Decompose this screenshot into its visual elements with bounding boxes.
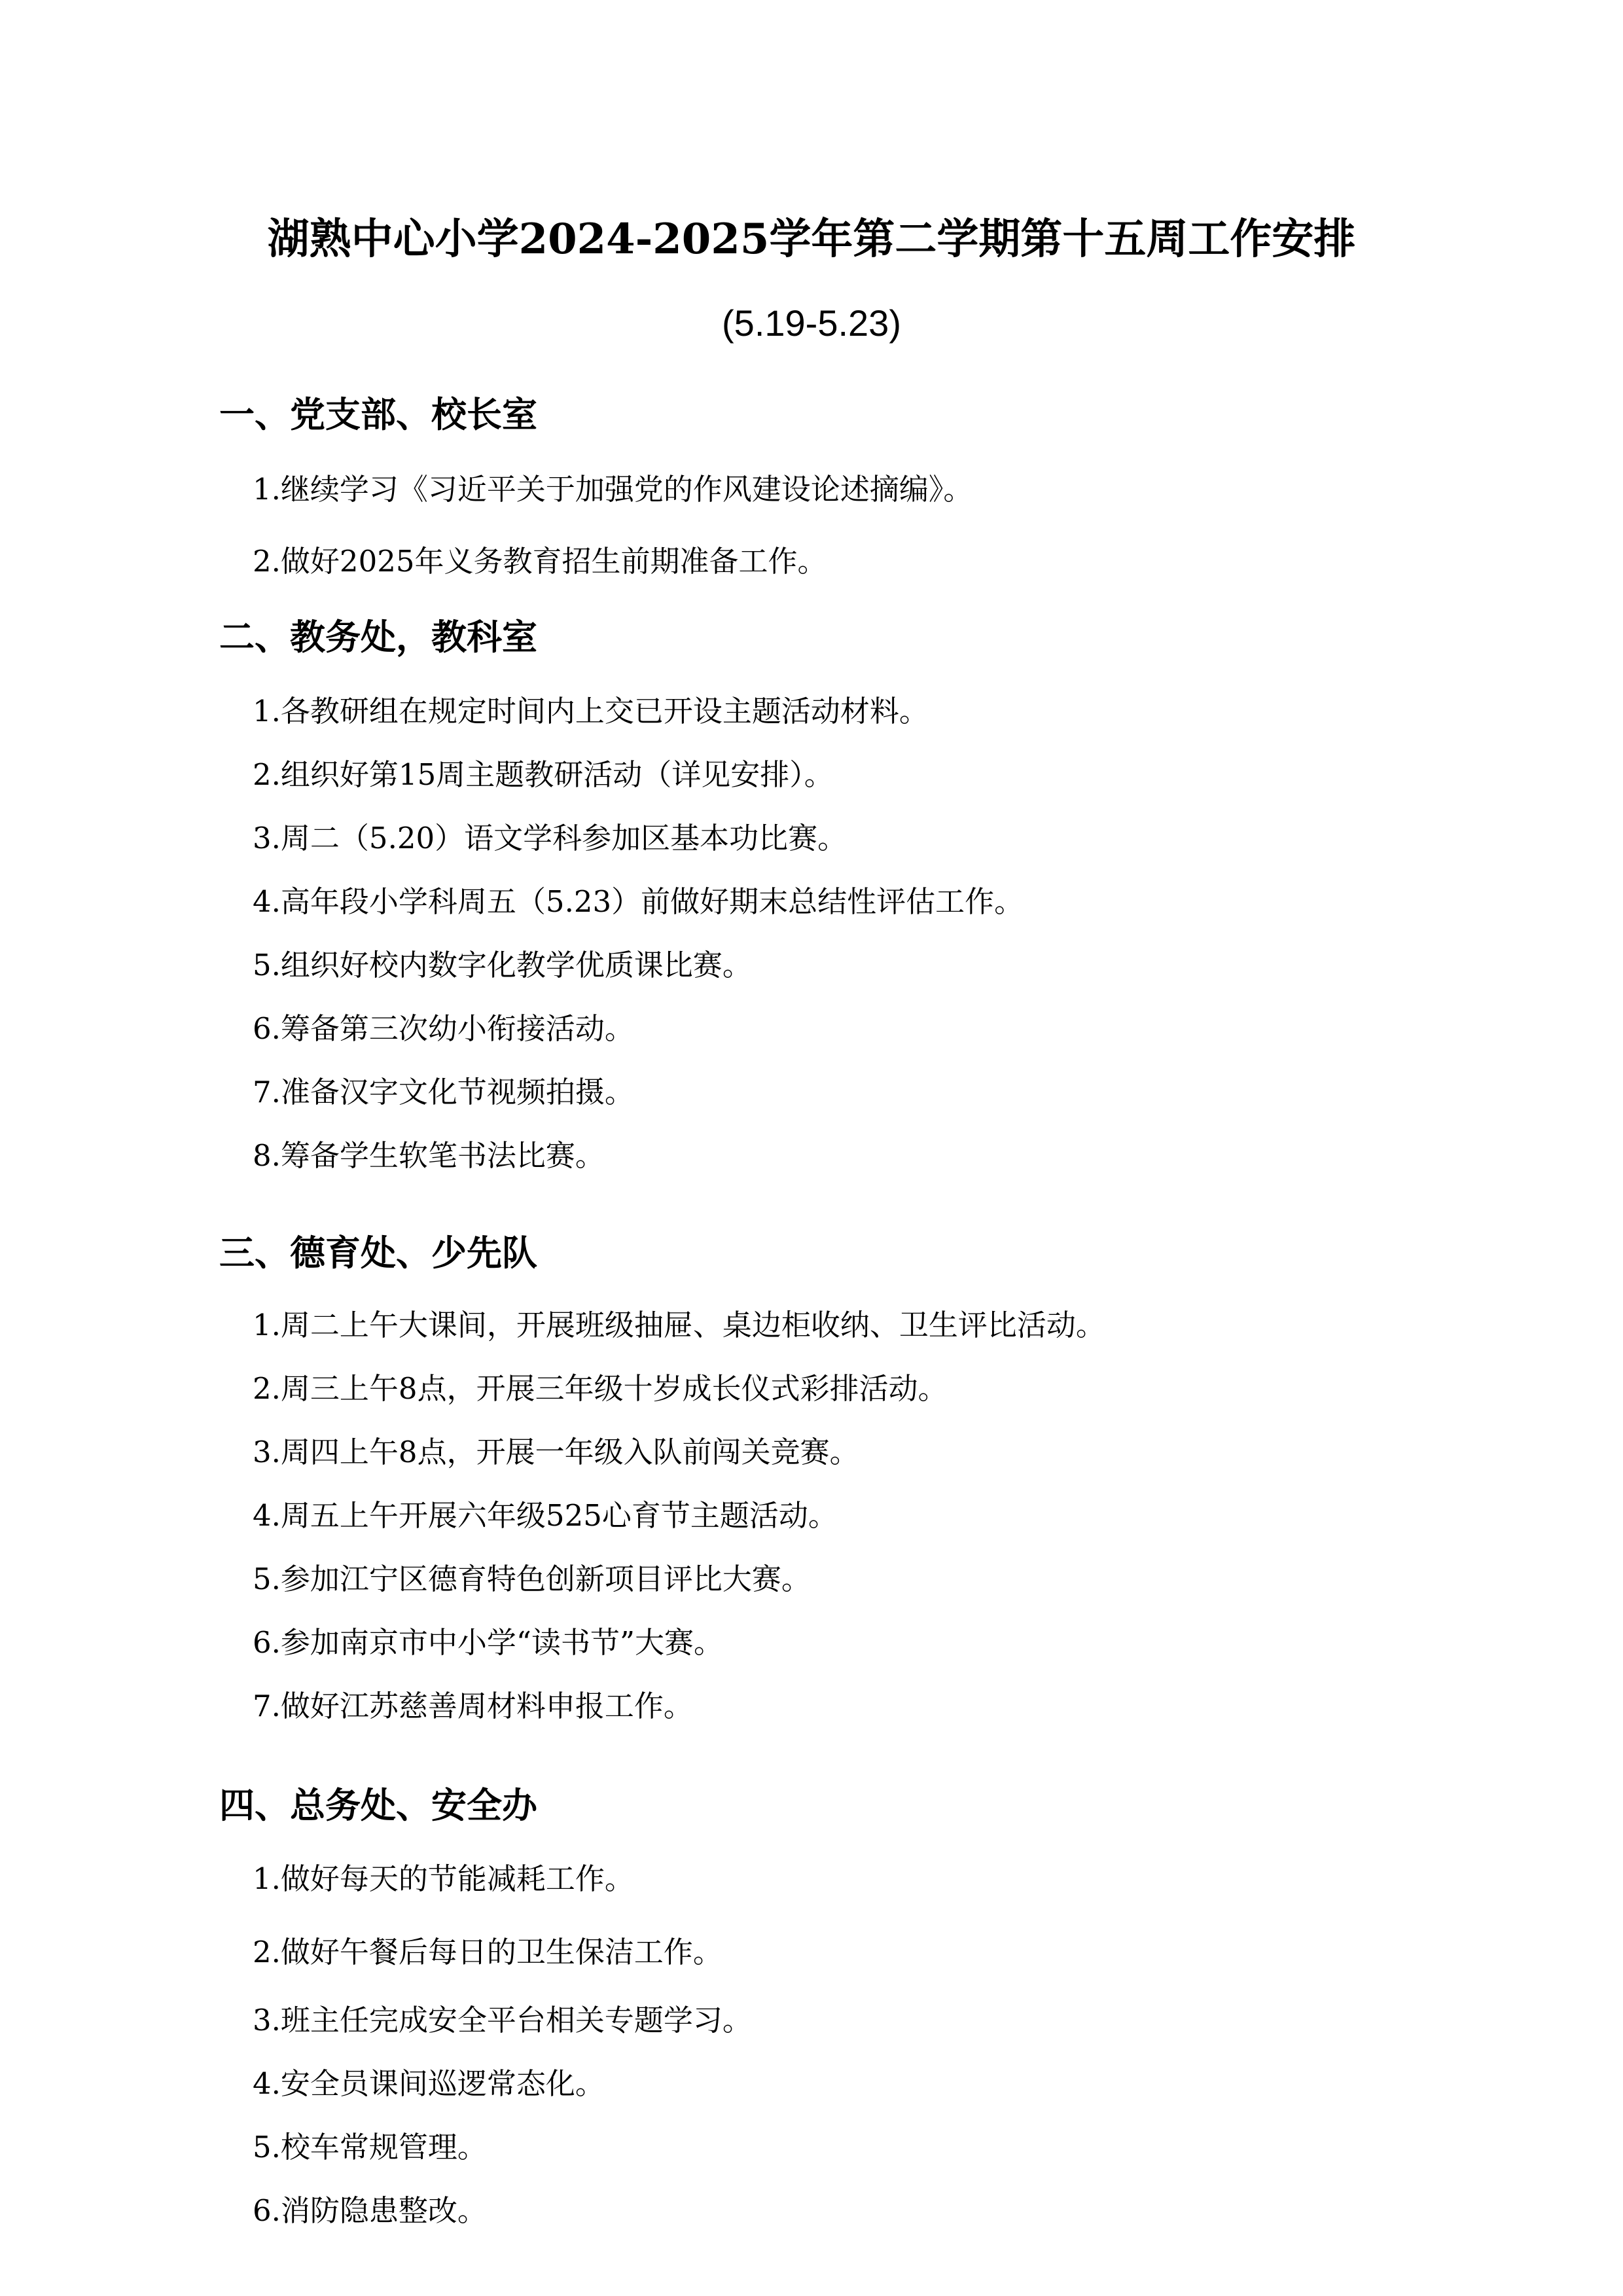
- list-item: 6.消防隐患整改。: [253, 2193, 487, 2228]
- list-item: 3.班主任完成安全平台相关专题学习。: [253, 2003, 752, 2037]
- list-item: 2.做好午餐后每日的卫生保洁工作。: [253, 1935, 722, 1969]
- list-item: 3.周二（5.20）语文学科参加区基本功比赛。: [253, 821, 847, 855]
- section-heading: 四、总务处、安全办: [219, 1784, 537, 1826]
- list-item: 8.筹备学生软笔书法比赛。: [253, 1138, 605, 1173]
- list-item: 2.做好2025年义务教育招生前期准备工作。: [253, 544, 827, 579]
- list-item: 7.做好江苏慈善周材料申报工作。: [253, 1689, 693, 1723]
- section-heading: 三、德育处、少先队: [219, 1232, 537, 1274]
- list-item: 5.组织好校内数字化教学优质课比赛。: [253, 948, 752, 982]
- list-item: 1.做好每天的节能减耗工作。: [253, 1861, 634, 1896]
- list-item: 5.校车常规管理。: [253, 2130, 487, 2164]
- list-item: 3.周四上午8点，开展一年级入队前闯关竞赛。: [253, 1435, 859, 1469]
- list-item: 2.组织好第15周主题教研活动（详见安排）。: [253, 757, 834, 792]
- list-item: 6.筹备第三次幼小衔接活动。: [253, 1011, 634, 1046]
- section-heading: 二、教务处，教科室: [219, 616, 537, 658]
- list-item: 1.继续学习《习近平关于加强党的作风建设论述摘编》。: [253, 472, 973, 507]
- list-item: 1.周二上午大课间，开展班级抽屉、桌边柜收纳、卫生评比活动。: [253, 1308, 1105, 1342]
- list-item: 7.准备汉字文化节视频拍摄。: [253, 1075, 634, 1109]
- list-item: 4.高年段小学科周五（5.23）前做好期末总结性评估工作。: [253, 884, 1024, 919]
- list-item: 4.安全员课间巡逻常态化。: [253, 2066, 605, 2101]
- date-range: (5.19-5.23): [722, 302, 901, 344]
- list-item: 2.周三上午8点，开展三年级十岁成长仪式彩排活动。: [253, 1371, 948, 1406]
- list-item: 4.周五上午开展六年级525心育节主题活动。: [253, 1498, 838, 1533]
- list-item: 6.参加南京市中小学“读书节”大赛。: [253, 1625, 723, 1660]
- list-item: 1.各教研组在规定时间内上交已开设主题活动材料。: [253, 694, 929, 728]
- list-item: 5.参加江宁区德育特色创新项目评比大赛。: [253, 1562, 811, 1596]
- section-heading: 一、党支部、校长室: [219, 393, 537, 435]
- document-title: 湖熟中心小学2024-2025学年第二学期第十五周工作安排: [267, 215, 1356, 264]
